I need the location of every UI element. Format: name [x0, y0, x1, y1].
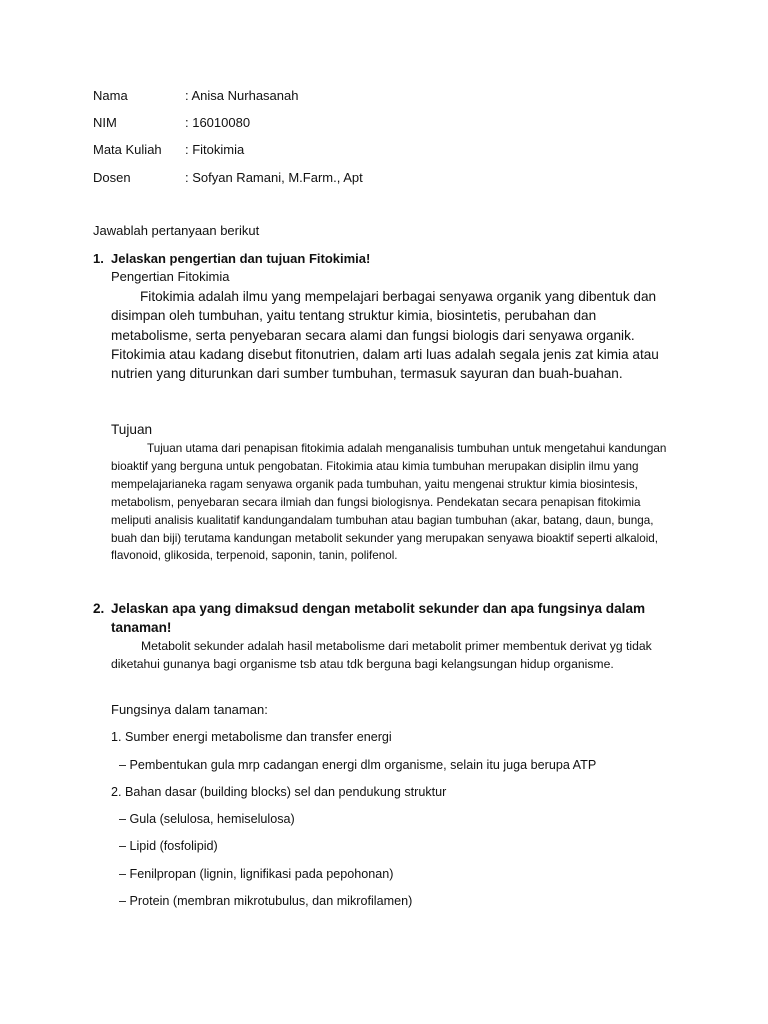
- function-item-2-sub-4: – Protein (membran mikrotubulus, dan mikrofilamen): [119, 894, 413, 908]
- label-nama: Nama: [93, 88, 128, 103]
- secondary-metabolite-text: Metabolit sekunder adalah hasil metabolisme dari metabolit primer membentuk derivat yg tidak diketahui gunanya bagi organisme tsb atau tdk berguna bagi kelangsungan hidup organisme.: [111, 639, 652, 671]
- question-2-line1: Jelaskan apa yang dimaksud dengan metabolit sekunder dan apa fungsinya dalam: [111, 601, 646, 616]
- definition-text: Fitokimia adalah ilmu yang mempelajari berbagai senyawa organik yang dibentuk dan disimpan oleh tumbuhan, yaitu tentang struktur kimia, biosintetis, perubahan dan metabolisme, serta penyebaran secara alami dan fungsi biologis dari senyawa organik. Fitokimia atau kadang disebut fitonutrien, dalam arti luas adalah segala jenis zat kimia atau nutrien yang diturunkan dari sumber tumbuhan, termasuk sayuran dan buah-buahan.: [111, 289, 659, 382]
- value-dosen: : Sofyan Ramani, M.Farm., Apt: [185, 170, 363, 185]
- label-dosen: Dosen: [93, 170, 131, 185]
- purpose-heading: Tujuan: [111, 422, 153, 437]
- function-item-1-sub: – Pembentukan gula mrp cadangan energi dlm organisme, selain itu juga berupa ATP: [119, 758, 597, 772]
- instruction-text: Jawablah pertanyaan berikut: [93, 223, 260, 238]
- value-mata-kuliah: : Fitokimia: [185, 142, 245, 157]
- purpose-paragraph: [111, 440, 681, 565]
- function-item-1: 1. Sumber energi metabolisme dan transfer energi: [111, 730, 392, 744]
- value-nama: : Anisa Nurhasanah: [185, 88, 299, 103]
- value-nim: : 16010080: [185, 115, 251, 130]
- definition-paragraph: [111, 287, 671, 383]
- question-2-number: 2.: [93, 601, 105, 616]
- definition-heading: Pengertian Fitokimia: [111, 269, 230, 284]
- function-item-2-sub-3: – Fenilpropan (lignin, lignifikasi pada pepohonan): [119, 867, 394, 881]
- question-1-number: 1.: [93, 251, 104, 266]
- purpose-text: Tujuan utama dari penapisan fitokimia adalah menganalisis tumbuhan untuk mengetahui kandungan bioaktif yang berguna untuk pengobatan. Fitokimia atau kimia tumbuhan merupakan disiplin ilmu yang mempelajarianeka ragam senyawa organik pada tumbuhan, yaitu mengenai struktur kimia biosintesis, metabolism, penyebaran secara ilmiah dan fungsi biologisnya. Pendekatan secara penapisan fitokimia meliputi analisis kualitatif kandungandalam tumbuhan atau bagian tumbuhan (akar, batang, daun, bunga, buah dan biji) terutama kandungan metabolit sekunder yang merupakan senyawa bioaktif seperti alkaloid, flavonoid, glikosida, terpenoid, saponin, tanin, polifenol.: [111, 442, 667, 563]
- function-heading: Fungsinya dalam tanaman:: [111, 702, 268, 717]
- function-item-2-sub-2: – Lipid (fosfolipid): [119, 839, 218, 853]
- label-mata-kuliah: Mata Kuliah: [93, 142, 162, 157]
- question-2-line2: tanaman!: [111, 620, 172, 635]
- function-item-2: 2. Bahan dasar (building blocks) sel dan pendukung struktur: [111, 785, 447, 799]
- question-1-text: Jelaskan pengertian dan tujuan Fitokimia!: [111, 251, 371, 266]
- secondary-metabolite-paragraph: [111, 638, 681, 674]
- function-item-2-sub-1: – Gula (selulosa, hemiselulosa): [119, 812, 295, 826]
- label-nim: NIM: [93, 115, 117, 130]
